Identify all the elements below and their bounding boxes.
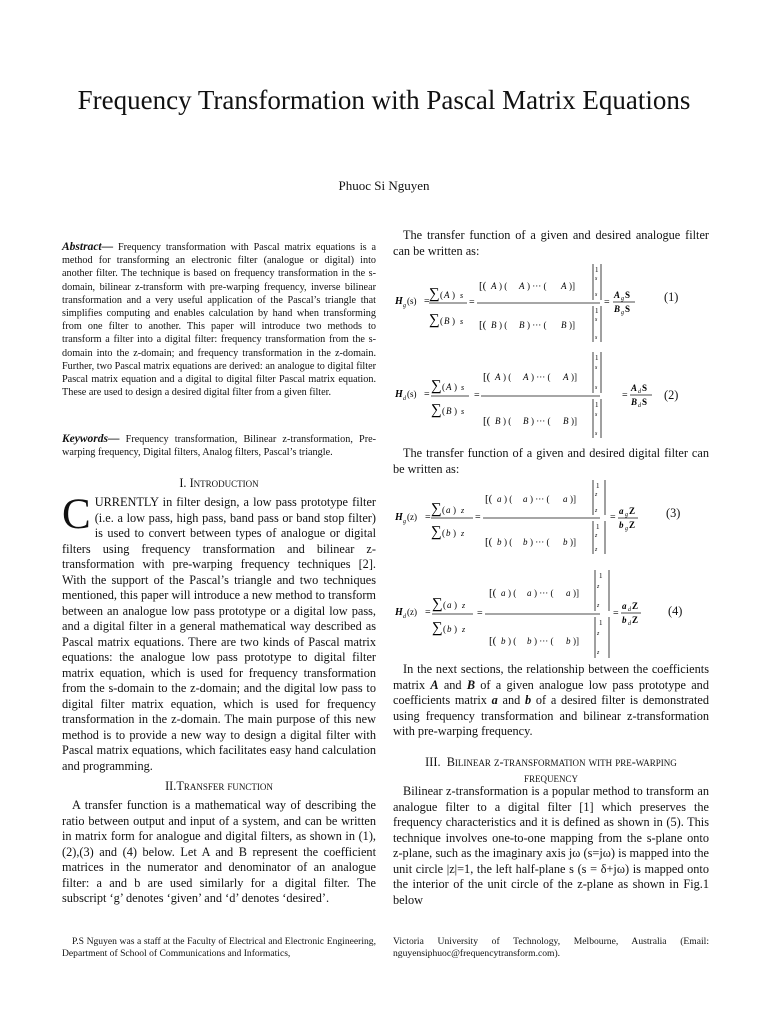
svg-text:) ··· (: ) ··· (: [531, 416, 551, 426]
svg-text:(: (: [443, 600, 446, 610]
svg-text:) (: ) (: [503, 372, 512, 382]
abstract: [62, 241, 376, 399]
svg-text:=: =: [474, 390, 480, 401]
svg-text:s: s: [595, 276, 598, 282]
svg-text:1: 1: [599, 619, 603, 627]
svg-text:b: b: [619, 520, 624, 530]
svg-text:(: (: [442, 406, 445, 416]
svg-text:S: S: [625, 290, 631, 300]
svg-text:g: g: [625, 512, 628, 518]
svg-text:A: A: [561, 281, 567, 291]
svg-text:g: g: [621, 296, 624, 302]
svg-text:H: H: [395, 512, 403, 523]
svg-text:(: (: [442, 505, 445, 515]
svg-text:B: B: [519, 320, 525, 330]
svg-text:=: =: [477, 608, 483, 619]
equation-4: [395, 568, 655, 660]
svg-text:(: (: [440, 316, 443, 326]
svg-text:s: s: [595, 431, 598, 437]
svg-text:) ··· (: ) ··· (: [527, 320, 547, 330]
svg-text:∑: ∑: [429, 286, 440, 302]
svg-text:S: S: [642, 397, 648, 407]
svg-text:d: d: [403, 396, 406, 402]
keywords-text: Frequency transformation, Bilinear z-transformation, Pre-warping frequency, Digital filters, Analog filters, Pascal’s triangle.: [62, 434, 376, 459]
svg-text:g: g: [625, 526, 628, 532]
equation-number-2: (2): [664, 388, 679, 402]
svg-text:[(: [(: [479, 319, 487, 331]
equation-number-3: (3): [666, 506, 681, 520]
svg-text:B: B: [561, 320, 567, 330]
svg-text:) ··· (: ) ··· (: [534, 636, 554, 646]
svg-text:): ): [454, 600, 457, 610]
svg-text:): ): [454, 382, 457, 392]
svg-text:g: g: [621, 310, 624, 316]
svg-text:=: =: [424, 296, 430, 307]
svg-text:[(: [(: [485, 536, 493, 548]
svg-text:A: A: [614, 290, 621, 300]
svg-text:s: s: [461, 407, 465, 416]
section-heading-bilinear: [393, 754, 709, 786]
svg-text:∑: ∑: [431, 378, 442, 394]
svg-text:z: z: [461, 529, 465, 538]
svg-text:1: 1: [596, 482, 600, 490]
svg-text:(: (: [443, 624, 446, 634]
svg-text:A: A: [491, 281, 497, 291]
abstract-text: Frequency transformation with Pascal matrix equations is a method for transforming an electronic filter (analogue or digital) into another filter. The technique is based on frequency transformation in the s-domain, bilinear z-transform with pre-warping frequency, inverse bilinear transformation and a very useful application of the Pascal’s triangle that simplifies computing and enables calculation by hand when transforming from one filter to another. This paper will introduce two methods to transform a filter into a digital filter: frequency transformation from the s-domain into the z-domain; and frequency transformation in the z-domain. Further, two Pascal matrix equations are derived: an analogue to digital filter Pascal matrix equation and a digital to digital filter Pascal matrix equation. These are used to design a desired digital filter from a given filter.: [62, 242, 376, 399]
svg-text:s: s: [595, 292, 598, 298]
svg-text:a: a: [566, 588, 571, 598]
svg-text:A: A: [495, 372, 501, 382]
svg-text:A: A: [519, 281, 525, 291]
section-title-line1: Bilinear z-transformation with pre-warping: [446, 755, 677, 769]
svg-text:=: =: [424, 389, 430, 400]
svg-text:) ··· (: ) ··· (: [530, 494, 550, 504]
analogue-transfer-intro: The transfer function of a given and desired analogue filter can be written as:: [393, 228, 709, 258]
svg-text:[(: [(: [489, 587, 497, 599]
svg-text:z: z: [595, 533, 598, 539]
svg-text:d: d: [628, 607, 631, 613]
svg-text:a: a: [622, 601, 627, 611]
svg-text:A: A: [563, 372, 569, 382]
transfer-function-paragraph: A transfer function is a mathematical way of describing the ratio between output and input of a system, and can be written in matrix form for analogue and digital filters, as shown in (1),(2),(3) and (4) below. Let A and B represent the coefficient matrices in the numerator and denominator of an analogue filter: a and b are used similarly for a digital filter. The subscript ‘g’ denotes ‘given’ and ‘d’ denotes ‘desired’.: [62, 798, 376, 905]
svg-text:) (: ) (: [508, 588, 517, 598]
svg-text:a: a: [497, 494, 502, 504]
svg-text:z: z: [461, 506, 465, 515]
svg-text:)]: )]: [570, 537, 576, 547]
svg-text:H: H: [395, 607, 403, 618]
svg-text:(: (: [442, 382, 445, 392]
svg-text:(z): (z): [407, 512, 417, 522]
svg-text:b: b: [527, 636, 532, 646]
svg-text:): ): [452, 316, 455, 326]
svg-text:b: b: [622, 615, 627, 625]
svg-text:)]: )]: [570, 494, 576, 504]
svg-text:S: S: [625, 304, 631, 314]
svg-text:b: b: [563, 537, 568, 547]
svg-text:a: a: [527, 588, 532, 598]
svg-text:[(: [(: [485, 493, 493, 505]
coefficients-paragraph: In the next sections, the relationship between the coefficients matrix A and B of a given analogue low pass prototype and coefficients matrix a and b of a desired filter is demonstrated using frequency transformation and bilinear z-transformation with pre-warping frequency.: [393, 662, 709, 738]
svg-text:(s): (s): [407, 296, 417, 306]
svg-text:[(: [(: [489, 635, 497, 647]
svg-text:∑: ∑: [431, 524, 442, 540]
equation-3: [395, 478, 655, 556]
svg-text:z: z: [597, 603, 600, 609]
svg-text:g: g: [403, 303, 406, 309]
footnote-left: P.S Nguyen was a staff at the Faculty of Electrical and Electronic Engineering, Department of School of Communications and Informatics,: [62, 936, 376, 959]
svg-text:(: (: [440, 290, 443, 300]
section-title: Transfer function: [176, 779, 273, 793]
svg-text:): ): [453, 528, 456, 538]
svg-text:) ··· (: ) ··· (: [534, 588, 554, 598]
svg-text:s: s: [595, 365, 598, 371]
svg-text:∑: ∑: [431, 501, 442, 517]
svg-text:=: =: [604, 297, 610, 308]
svg-text:) (: ) (: [499, 281, 508, 291]
abstract-label: Abstract—: [62, 241, 114, 253]
svg-text:z: z: [595, 508, 598, 514]
svg-text:=: =: [613, 608, 619, 619]
svg-text:∑: ∑: [432, 620, 443, 636]
svg-text:b: b: [497, 537, 502, 547]
svg-text:=: =: [425, 607, 431, 618]
svg-text:1: 1: [595, 266, 599, 274]
author-name: Phuoc Si Nguyen: [338, 178, 430, 193]
svg-text:=: =: [469, 297, 475, 308]
introduction-text: URRENTLY in filter design, a low pass prototype filter (i.e. a low pass, high pass, band pass or band stop filter) is used to convert between types of analogue or digital filters using frequency transformation and bilinear z-transformation with pre-warping frequency techniques [2]. With the support of the Pascal’s triangle and two techniques mentioned, this paper will introduce a new method to transform between an analogue low pass prototype or a digital low pass, and a digital filter in a general mathematical way described as Pascal matrix equations. There are two kinds of Pascal matrix equations: the analogue low pass prototype to digital filter matrix equation, which is used for frequency transformation from the s-domain to the z-domain; and the digital low pass to digital filter matrix equation, which is used for frequency transformation in the z-domain. The main purpose of this new method is to provide a new way to design a digital filter with Pascal matrix equations, which facilitates easy hand calculation and programming.: [62, 495, 376, 773]
svg-text:A: A: [446, 382, 452, 392]
svg-text:b: b: [566, 636, 571, 646]
introduction-paragraph: [62, 491, 376, 774]
svg-text:s: s: [460, 317, 464, 326]
keywords-label: Keywords—: [62, 433, 120, 445]
svg-text:d: d: [638, 403, 641, 409]
svg-text:d: d: [638, 389, 641, 395]
svg-text:d: d: [403, 614, 406, 620]
section-heading-introduction: [62, 476, 376, 491]
svg-text:z: z: [595, 492, 598, 498]
svg-text:s: s: [595, 385, 598, 391]
section-title-line2: frequency: [523, 771, 578, 785]
drop-cap: C: [62, 491, 91, 538]
svg-text:): ): [454, 406, 457, 416]
svg-text:B: B: [491, 320, 497, 330]
equation-number-1: (1): [664, 290, 679, 304]
svg-text:): ): [454, 624, 457, 634]
svg-text:) (: ) (: [504, 494, 513, 504]
svg-text:Z: Z: [629, 520, 636, 530]
svg-text:b: b: [523, 537, 528, 547]
svg-text:d: d: [628, 621, 631, 627]
svg-text:a: a: [501, 588, 506, 598]
svg-text:H: H: [395, 389, 403, 400]
svg-text:) (: ) (: [504, 537, 513, 547]
svg-text:∑: ∑: [432, 596, 443, 612]
section-number: II.: [165, 779, 177, 793]
svg-text:B: B: [444, 316, 450, 326]
svg-text:z: z: [462, 625, 466, 634]
keywords: [62, 433, 376, 459]
svg-text:): ): [453, 505, 456, 515]
svg-text:S: S: [642, 383, 648, 393]
svg-text:s: s: [595, 412, 598, 418]
svg-text:(s): (s): [407, 389, 417, 399]
bilinear-paragraph: Bilinear z-transformation is a popular method to transform an analogue filter to a digital filter [1] which preserves the frequency characteristics and it is defined as shown in (5). This technique involves one-to-one mapping from the s-plane onto z-plane, such as the imaginary axis jω (s=jω) is mapped into the unit circle |z|=1, the left half-plane s (s = δ+jω) is mapped onto the interior of the unit circle of the z-plane as shown in Fig.1 below: [393, 784, 709, 907]
equation-1: [395, 262, 655, 344]
svg-text:1: 1: [595, 401, 599, 409]
svg-text:B: B: [446, 406, 452, 416]
svg-text:z: z: [595, 547, 598, 553]
svg-text:[(: [(: [483, 371, 491, 383]
svg-text:b: b: [447, 624, 452, 634]
svg-text:) ··· (: ) ··· (: [530, 537, 550, 547]
svg-text:a: a: [523, 494, 528, 504]
equation-2: [395, 350, 655, 440]
svg-text:b: b: [446, 528, 451, 538]
svg-text:z: z: [597, 650, 600, 656]
section-title: Introduction: [189, 476, 259, 490]
svg-text:s: s: [595, 335, 598, 341]
svg-text:1: 1: [599, 572, 603, 580]
svg-text:=: =: [622, 390, 628, 401]
svg-text:g: g: [403, 519, 406, 525]
svg-text:Z: Z: [632, 615, 639, 625]
svg-text:s: s: [595, 317, 598, 323]
svg-text:z: z: [597, 631, 600, 637]
svg-text:[(: [(: [479, 280, 487, 292]
digital-transfer-intro: The transfer function of a given and desired digital filter can be written as:: [393, 446, 709, 476]
svg-text:Z: Z: [632, 601, 639, 611]
svg-text:a: a: [446, 505, 451, 515]
svg-text:B: B: [614, 304, 621, 314]
svg-text:B: B: [495, 416, 501, 426]
svg-text:B: B: [563, 416, 569, 426]
svg-text:)]: )]: [571, 372, 577, 382]
svg-text:s: s: [460, 291, 464, 300]
svg-text:)]: )]: [573, 636, 579, 646]
svg-text:) ··· (: ) ··· (: [527, 281, 547, 291]
section-heading-transfer-function: [62, 779, 376, 794]
svg-text:)]: )]: [571, 416, 577, 426]
svg-text:) (: ) (: [503, 416, 512, 426]
svg-text:∑: ∑: [429, 312, 440, 328]
svg-text:)]: )]: [573, 588, 579, 598]
svg-text:(: (: [442, 528, 445, 538]
svg-text:A: A: [523, 372, 529, 382]
equation-number-4: (4): [668, 604, 683, 618]
svg-text:∑: ∑: [431, 402, 442, 418]
svg-text:a: a: [447, 600, 452, 610]
svg-text:b: b: [501, 636, 506, 646]
svg-text:a: a: [563, 494, 568, 504]
svg-text:)]: )]: [569, 320, 575, 330]
svg-text:=: =: [475, 512, 481, 523]
eq-lhs: H: [395, 296, 403, 307]
svg-text:=: =: [610, 512, 616, 523]
svg-text:A: A: [444, 290, 450, 300]
svg-text:): ): [452, 290, 455, 300]
svg-text:z: z: [462, 601, 466, 610]
svg-text:) ··· (: ) ··· (: [531, 372, 551, 382]
svg-text:A: A: [631, 383, 638, 393]
svg-text:B: B: [523, 416, 529, 426]
svg-text:(z): (z): [407, 607, 417, 617]
svg-text:a: a: [619, 506, 624, 516]
svg-text:1: 1: [595, 354, 599, 362]
svg-text:) (: ) (: [508, 636, 517, 646]
svg-text:[(: [(: [483, 415, 491, 427]
svg-text:=: =: [425, 512, 431, 523]
svg-text:s: s: [461, 383, 465, 392]
svg-text:) (: ) (: [499, 320, 508, 330]
footnote-right: Victoria University of Technology, Melbourne, Australia (Email: nguyensiphuoc@frequencytransform.com).: [393, 936, 709, 959]
paper-title: Frequency Transformation with Pascal Matrix Equations: [77, 85, 691, 115]
svg-text:1: 1: [595, 307, 599, 315]
svg-text:1: 1: [596, 523, 600, 531]
section-number: I.: [179, 476, 187, 490]
svg-text:B: B: [631, 397, 638, 407]
svg-text:z: z: [597, 584, 600, 590]
svg-text:Z: Z: [629, 506, 636, 516]
svg-text:)]: )]: [569, 281, 575, 291]
section-number: III.: [425, 755, 441, 769]
